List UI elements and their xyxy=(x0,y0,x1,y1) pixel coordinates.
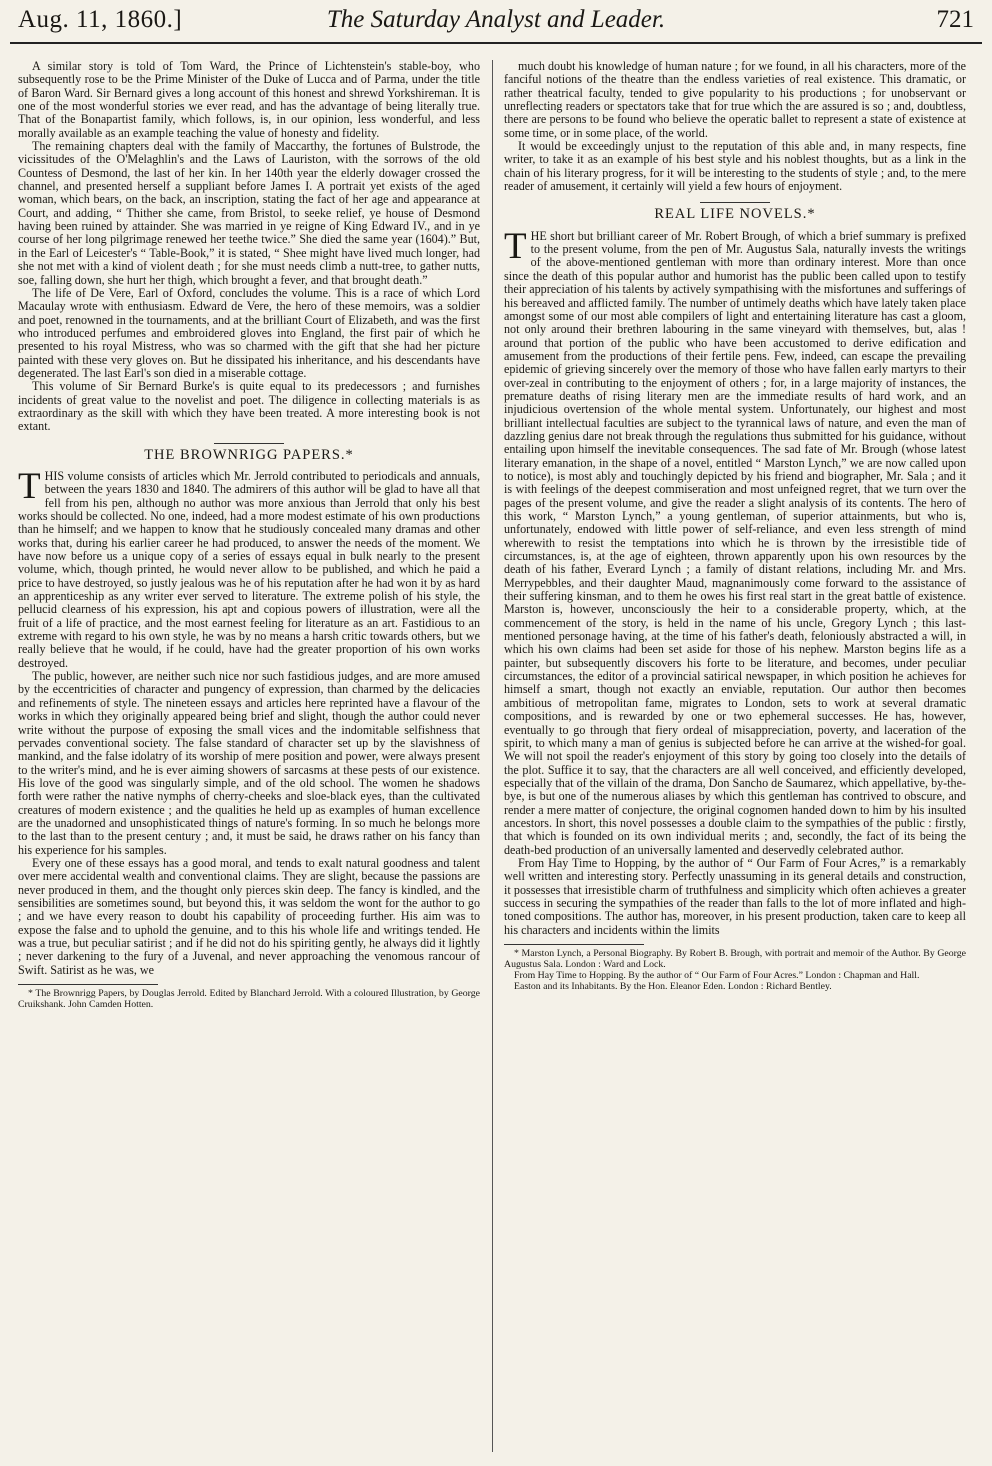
footnote: * Marston Lynch, a Personal Biography. By Robert B. Brough, with portrait and memoir of the Author. By George Augustus Sala. London : Ward and Lock. xyxy=(504,948,966,970)
section-divider xyxy=(214,443,284,444)
section-divider xyxy=(700,202,770,203)
footnote: From Hay Time to Hopping. By the author of “ Our Farm of Four Acres.” London : Chapman and Hall. xyxy=(514,970,920,981)
paragraph: Every one of these essays has a good moral, and tends to exalt natural goodness and talent over mere accidental wealth and conventional claims. They are slight, because the passions are never produced in them, and the thought only pierces skin deep. The fancy is kindled, and the sensibilities are sometimes sound, but beyond this, it was seldom the wont for the author to go ; and we have every reason to doubt his capability of proceeding further. His aim was to expose the false and to uphold the genuine, and to this his whole life and writings tended. He was a true, but peculiar satirist ; and if he did not do his spiriting gently, he always did it lightly ; never darkening to the fury of a Juvenal, and never approaching the venomous rancour of Swift. Satirist as he was, we xyxy=(18,855,480,977)
paragraph: A similar story is told of Tom Ward, the Prince of Lichtenstein's stable-boy, who subsequently rose to be the Prime Minister of the Duke of Lucca and of Parma, under the title of Baron Ward. Sir Bernard gives a long account of this honest and shrewd Yorkshireman. It is one of the most wonderful stories we ever read, and has the advantage of being literally true. That of the Bonapartist family, which follows, is, in our opinion, less wonderful, and less morally available as an example teaching the value of honesty and fidelity. xyxy=(18,60,480,140)
masthead xyxy=(10,2,982,44)
publication-title: The Saturday Analyst and Leader. xyxy=(326,6,666,33)
paragraph: This volume of Sir Bernard Burke's is quite equal to its predecessors ; and furnishes incidents of great value to the novelist and poet. The diligence in collecting materials is as extraordinary as the skill with which they have been treated. A more interesting book is not extant. xyxy=(18,379,480,434)
left-column xyxy=(18,60,480,1452)
issue-date: Aug. 11, 1860.] xyxy=(18,6,183,33)
paragraph: The public, however, are neither such nice nor such fastidious judges, and are more amused by the eccentricities of character and pungency of expression, than charmed by the delicacies and refinements of style. The nineteen essays and articles here reprinted have a flavour of the works in which they originally appeared being brief and slight, though the author could never write without the purpose of exposing the small vices and the indomitable selfishness that pervades conventional society. The false standard of character set up by the slavishness of mankind, and the false idolatry of its worship of mere position and power, were always present to the writer's mind, and he is ever aiming showers of sarcasms at these pests of our existence. His love of the good was singularly simple, and of the old school. The women he shadows forth were rather the native nymphs of cherry-cheeks and sloe-black eyes, than the cultivated creatures of modern existence ; and the qualities he held up as examples of human excellence are the unadorned and unsophisticated things of nature's forming. In so much he belongs more to the last than to the present century ; and, it must be said, he draws rather on his fancy than his experience for his samples. xyxy=(18,669,480,857)
footnote-rule xyxy=(504,944,644,945)
drop-cap: T xyxy=(18,465,41,507)
section-heading: THE BROWNRIGG PAPERS.* xyxy=(144,446,354,463)
section-heading: REAL LIFE NOVELS.* xyxy=(654,206,816,223)
paragraph: From Hay Time to Hopping, by the author of “ Our Farm of Four Acres,” is a remarkably well written and interesting story. Perfectly unassuming in its general details and construction, it possesses that irresistible charm of truthfulness and simplicity which often achieves a greater success in securing the sympathies of the reader than falls to the lot of more inflated and high-toned compositions. The author has, moreover, in his present production, taken care to keep all his characters and incidents within the limits xyxy=(504,855,966,937)
section-first-paragraph: HIS volume consists of articles which Mr. Jerrold contributed to periodicals and annuals, between the years 1830 and 1840. The admirers of this author will be glad to have all that fell from his pen, although no author was more anxious than Jerrold that only his best works should be collected. No one, indeed, had a more modest estimate of his own productions than he himself; and we happen to know that he studiously concealed many dramas and other works that, during his earlier career he had produced, to answer the needs of the moment. We have now before us a unique copy of a series of essays equal in bulk nearly to the present volume, which, though printed, he would never allow to be published, and which he paid a price to have destroyed, so justly jealous was he of his reputation after he had won it by as hard an apprenticeship as any writer ever served to literature. The extreme polish of his style, the pellucid clearness of his expression, his apt and copious powers of illustration, were all the fruit of a life of practice, and the most earnest feeling for literature as an art. Fastidious to an extreme with regard to his own style, he was by no means a harsh critic towards others, but we really believe that he would, if he could, have had the greater proportion of his own works destroyed. xyxy=(18,468,480,670)
paragraph: The life of De Vere, Earl of Oxford, concludes the volume. This is a race of which Lord Macaulay wrote with enthusiasm. Edward de Vere, the hero of these memoirs, was a soldier and poet, renowned in the tournaments, and at the brilliant Court of Elizabeth, and was the first who introduced perfumes and embroidered gloves into England, the first pair of which he presented to his royal Mistress, who was so charmed with the gift that she had her picture painted with these very gloves on. But he dissipated his inheritance, and his descendants have degenerated. The last Earl's son died in a miserable cottage. xyxy=(18,285,480,380)
footnote: * The Brownrigg Papers, by Douglas Jerrold. Edited by Blanchard Jerrold. With a coloured Illustration, by George Cruikshank. John Camden Hotten. xyxy=(18,988,480,1011)
footnote-rule xyxy=(18,984,158,985)
footnote: Easton and its Inhabitants. By the Hon. Eleanor Eden. London : Richard Bentley. xyxy=(514,981,832,992)
page-number: 721 xyxy=(936,6,974,33)
paragraph: much doubt his knowledge of human nature ; for we found, in all his characters, more of the fanciful notions of the theatre than the endless varieties of real existence. This dramatic, or rather theatrical faculty, tended to give popularity to his productions ; for unobservant or unreflecting readers or spectators take that for true which the are assured is so ; and, doubtless, there are persons to be found who believe the operatic ballet to represent a state of existence at some time, or in some place, of the world. xyxy=(504,60,966,140)
paragraph: It would be exceedingly unjust to the reputation of this able and, in many respects, fine writer, to take it as an example of his best style and his noblest thoughts, but as a link in the chain of his literary progress, for it will be interesting to the students of style ; and, to the mere reader of amusement, it certainly will yield a few hours of enjoyment. xyxy=(504,139,966,194)
column-divider xyxy=(492,60,493,1452)
section-first-paragraph: HE short but brilliant career of Mr. Robert Brough, of which a brief summary is prefixed to the present volume, from the pen of Mr. Augustus Sala, naturally invests the writings of the above-mentioned gentleman with more than ordinary interest. More than once since the death of this popular author and humorist has the public been called upon to testify their appreciation of his talents by actively sympathising with the misfortunes and sufferings of his bereaved and afflicted family. The number of untimely deaths which have lately taken place amongst some of our most able compilers of light and entertaining literature has cast a gloom, not only around their brethren labouring in the same vineyard with themselves, but, alas ! around that portion of the public who have been accustomed to derive edification and amusement from the productions of their fertile pens. Few, indeed, can escape the prevailing epidemic of grieving sincerely over the memory of those who have fallen early martyrs to their over-zeal in contributing to the enjoyment of others ; for, in a large majority of instances, the premature deaths of rising literary men are the immediate results of hard work, and an injudicious overtension of the whole mental system. Unfortunately, our highest and most brilliant intellectual faculties are subject to the tyrannical laws of nature, and even the man of dazzling genius dare not break through the regulations thus submitted for his guidance, without entailing upon himself the inevitable consequences. The sad fate of Mr. Brough (whose latest literary emanation, in the shape of a novel, entitled “ Marston Lynch,” we are now called upon to notice), is most ably and touchingly depicted by his friend and biographer, Mr. Sala ; and it is with feelings of the deepest commiseration and most unfeigned regret, that we turn over the pages of the present volume, and give the reader a slight analysis of its contents. The hero of this work, “ Marston Lynch,” a young gentleman, of superior attainments, but who is, unfortunately, endowed with little power of self-reliance, and even less strength of mind wherewith to resist the temptations into which he is thrown by the irresistible tide of circumstances, is, at the age of eighteen, thrown apparently upon his own resources by the death of his father, Everard Lynch ; a family of distant relations, including Mr. and Mrs. Merrypebbles, and their daughter Maud, magnanimously come forward to the assistance of their suffering kinsman, and to them he owes his first real start in the great battle of existence. Marston is, however, unconsciously the heir to a considerable property, which, at the commencement of the story, is held in the name of his uncle, Gregory Lynch ; this last-mentioned personage having, at the time of his father's death, feloniously abstracted a will, in which his own claims had been set aside for those of his nephew. Marston begins life as a painter, but subsequently discovers his forte to be literature, and becomes, under peculiar circumstances, the editor of a provincial satirical newspaper, in which position he achieves for himself a smart, though not exactly an enviable, reputation. Our author then becomes ambitious of metropolitan fame, migrates to London, sets to work at several dramatic compositions, and is rewarded by one or two ephemeral successes. He has, however, eventually to go through that fiery ordeal of misappreciation, poverty, and laceration of the spirit, to which many a man of genius is subjected before he can arrive at the wished-for goal. We will not spoil the reader's enjoyment of this story by going too closely into the details of the plot. Suffice it to say, that the characters are all well conceived, and efficiently developed, especially that of the villain of the drama, Don Sancho de Saumarez, which appellative, by-the-bye, is but one of the numerous aliases by which this gentleman has contrived to obscure, and render a mere matter of conjecture, the original cognomen handed down to him by his insulted ancestors. In short, this novel possesses a double claim to the sympathies of the public : firstly, that which is founded on its own individual merits ; and, secondly, the fact of its being the death-bed production of an universally lamented and deservedly celebrated author. xyxy=(504,228,966,857)
right-column xyxy=(504,60,966,1452)
paragraph: The remaining chapters deal with the family of Maccarthy, the fortunes of Bulstrode, the vicissitudes of the O'Melaghlin's and the Laws of Lauriston, with the sorrows of the old Countess of Desmond, the last of her kin. In her 140th year the elderly dowager crossed the channel, and presented herself a suppliant before James I. A portrait yet exists of the aged woman, which bears, on the back, an inscription, stating the fact of her age and appearance at Court, and adding, “ Thither she came, from Bristol, to seeke relief, ye house of Desmond having been ruined by attainder. She was married in ye reigne of King Edward IV., and in ye course of her long pilgrimage renewed her teethe twice.” She died the same year (1604).” But, in the Earl of Leicester's “ Table-Book,” it is stated, “ Shee might have lived much longer, had she not met with a kind of violent death ; for she must needs climb a nutt-tree, to gather nutts, soe, falling down, she hurt her thigh, which brought a fever, and that brought death.” xyxy=(18,139,480,287)
drop-cap: T xyxy=(504,225,527,267)
